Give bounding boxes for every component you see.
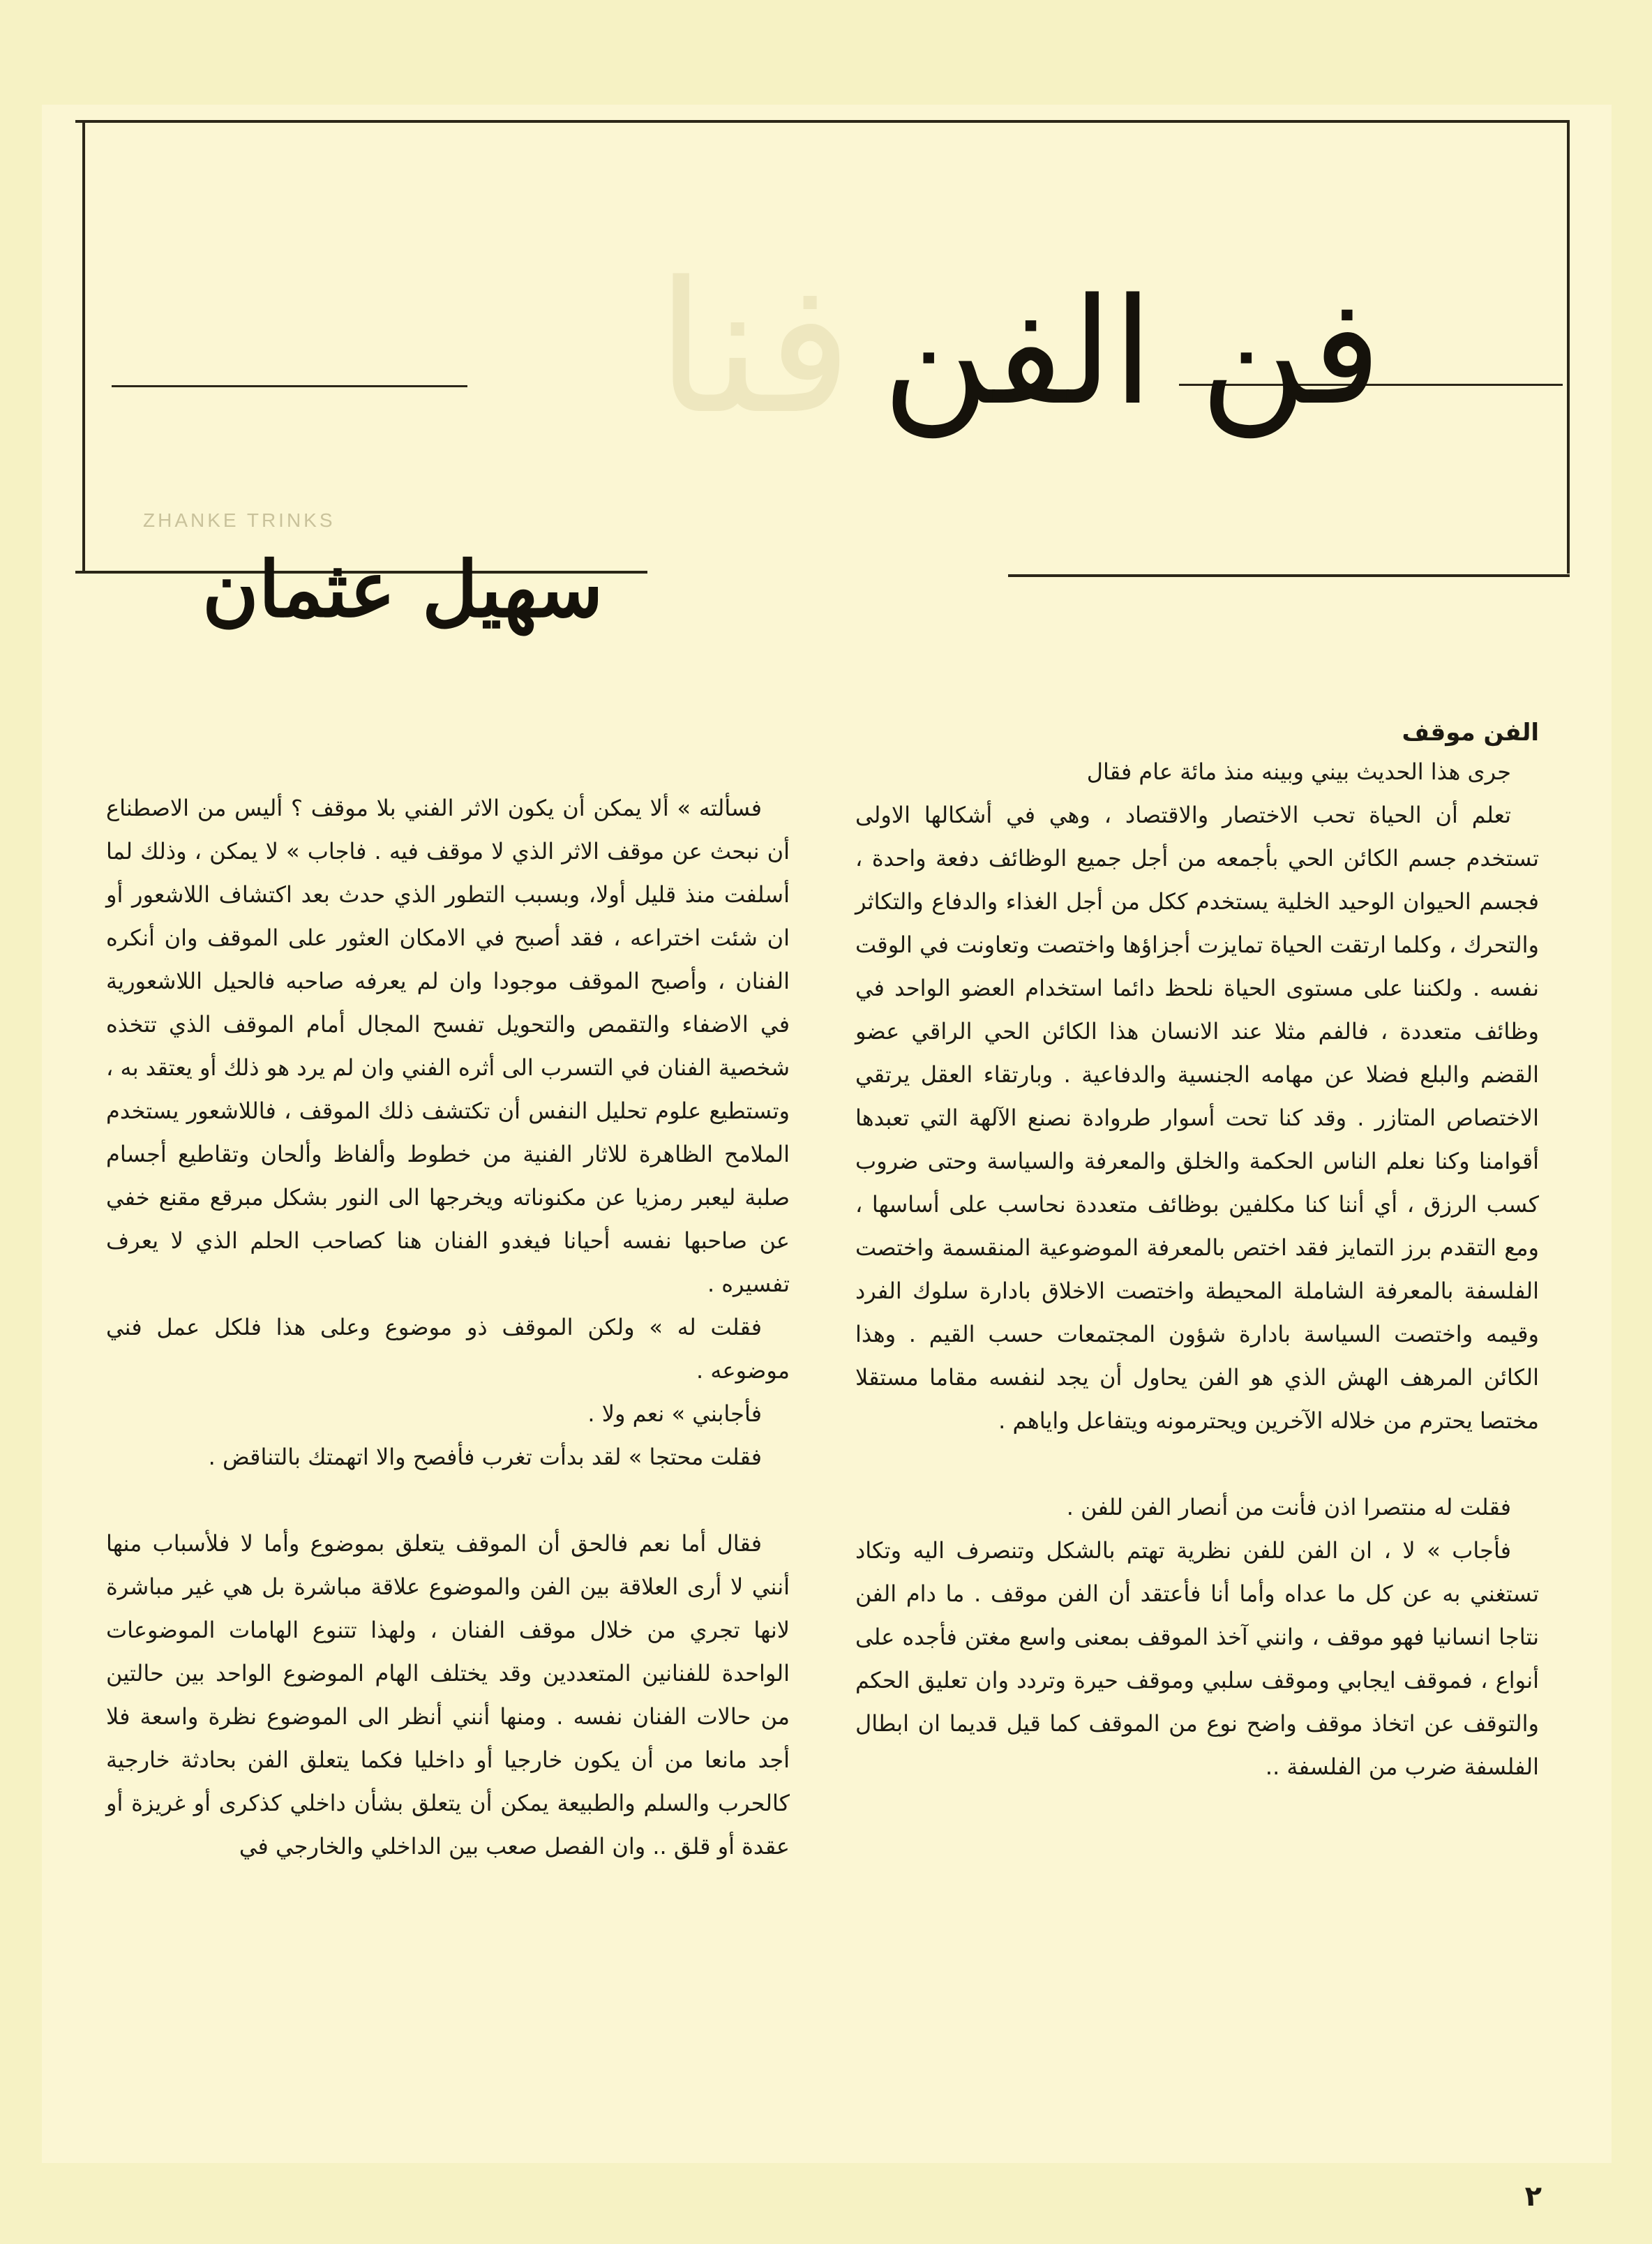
faint-show-through-text: ZHANKE TRINKS: [143, 509, 336, 531]
paragraph: فأجابني » نعم ولا .: [587, 1400, 762, 1427]
frame-right-line: [1567, 120, 1570, 574]
paragraph: فأجاب » لا ، ان الفن للفن نظرية تهتم بالشكل وتنصرف اليه وتكاد تستغني به عن كل ما عداه وأما أنا فأعتقد أن الفن موقف . ما دام الفن نتاجا انسانيا فهو موقف ، وانني آخذ الموقف بمعنى واسع مغتن فأجده على أنواع ، فموقف ايجابي وموقف سلبي وموقف حيرة وتردد وان تعليق الحكم والتوقف عن اتخاذ موقف واضح نوع من الموقف كما قيل قديما ان ابطال الفلسفة ضرب من الفلسفة ..: [855, 1537, 1539, 1780]
left-column: [106, 786, 790, 1868]
rule-left: [112, 385, 467, 387]
frame-left-line: [82, 120, 85, 574]
author-name: سهيل عثمان: [202, 544, 603, 634]
right-column: [855, 750, 1539, 1788]
magazine-page: [42, 105, 1612, 2213]
frame-bottom-right-line: [1008, 574, 1570, 577]
frame-top-line: [75, 120, 1568, 123]
paragraph: فقال أما نعم فالحق أن الموقف يتعلق بموضوع وأما لا فلأسباب منها أنني لا أرى العلاقة بين الفن والموضوع علاقة مباشرة بل هي غير مباشرة لانها تجري من خلال موقف الفنان ، ولهذا تتنوع الهامات الموضوعات الواحدة للفنانين المتعددين وقد يختلف الهام الموضوع الواحد بين حالتين من حالات الفنان نفسه . ومنها أنني أنظر الى الموضوع نظرة واسعة فلا أجد مانعا من أن يكون خارجيا أو داخليا فكما يتعلق الفن بحادثة خارجية كالحرب والسلم والطبيعة يمكن أن يتعلق بشأن داخلي كذكرى أو غريزة أو عقدة أو قلق .. وان الفصل صعب بين الداخلي والخارجي في: [106, 1530, 790, 1860]
paragraph: تعلم أن الحياة تحب الاختصار والاقتصاد ، وهي في أشكالها الاولى تستخدم جسم الكائن الحي بأجمعه من أجل جميع الوظائف دفعة واحدة ، فجسم الحيوان الوحيد الخلية يستخدم ككل من أجل الغذاء والدفاع والتكاثر والتحرك ، وكلما ارتقت الحياة تمايزت أجزاؤها واختصت وتعاونت في الوقت نفسه . ولكننا على مستوى الحياة نلحظ دائما استخدام العضو الواحد في وظائف متعددة ، فالفم مثلا عند الانسان هذا الكائن الحي الراقي عضو القضم والبلع فضلا عن مهامه الجنسية والدفاعية . وبارتقاء العقل يرتقي الاختصاص المتازر . وقد كنا تحت أسوار طروادة نصنع الآلهة التي تعبدها أقوامنا وكنا نعلم الناس الحكمة والخلق والمعرفة والسياسة وحتى ضروب كسب الرزق ، أي أننا كنا مكلفين بوظائف متعددة نحاسب على أساسها ، ومع التقدم برز التمايز فقد اختص بالمعرفة الموضوعية المنقسمة واختصت الفلسفة بالمعرفة الشاملة المحيطة واختصت الاخلاق بادارة سلوك الفرد وقيمه واختصت السياسة بادارة شؤون المجتمعات حسب القيم . وهذا الكائن المرهف الهش الذي هو الفن يحاول أن يجد لنفسه مقاما مستقلا مختصا يحترم من خلاله الآخرين ويحترمونه ويتفاعل واياهم .: [855, 802, 1539, 1434]
paragraph: فقلت له منتصرا اذن فأنت من أنصار الفن للفن .: [1066, 1494, 1511, 1520]
page-number: ٢: [1524, 2181, 1542, 2213]
paragraph: فقلت له » ولكن الموقف ذو موضوع وعلى هذا فلكل عمل فني موضوعه .: [106, 1314, 790, 1384]
article-title: فن الفن: [882, 267, 1381, 437]
paragraph: فسألته » ألا يمكن أن يكون الاثر الفني بلا موقف ؟ أليس من الاصطناع أن نبحث عن موقف الاثر الذي لا موقف فيه . فاجاب » لا يمكن ، وذلك لما أسلفت منذ قليل أولا، وبسبب التطور الذي حدث بعد اكتشاف اللاشعور أو ان شئت اختراعه ، فقد أصبح في الامكان العثور على الموقف وان أنكره الفنان ، وأصبح الموقف موجودا وان لم يعرفه صاحبه فالحيل اللاشعورية في الاضفاء والتقمص والتحويل تفسح المجال أمام الموقف الذي تتخذه شخصية الفنان في التسرب الى أثره الفني وان لم يرد هو ذلك أو يعتقد به ، وتستطيع علوم تحليل النفس أن تكتشف ذلك الموقف ، فاللاشعور يستخدم الملامح الظاهرة للاثار الفنية من خطوط وألفاظ وألحان وتقاطيع أجسام صلبة ليعبر رمزيا عن مكنوناته ويخرجها الى النور بشكل مبرقع مقنع خفي عن صاحبها نفسه أحيانا فيغدو الفنان هنا كصاحب الحلم الذي لا يعرف تفسيره .: [106, 795, 790, 1297]
paragraph: جرى هذا الحديث بيني وبينه منذ مائة عام فقال: [1086, 758, 1511, 785]
paragraph: فقلت محتجا » لقد بدأت تغرب فأفصح والا اتهمتك بالتناقض .: [208, 1444, 762, 1470]
faded-watermark-letters: ﻓﻨﺎ: [656, 244, 853, 454]
section-heading: الفن موقف: [1402, 719, 1539, 747]
